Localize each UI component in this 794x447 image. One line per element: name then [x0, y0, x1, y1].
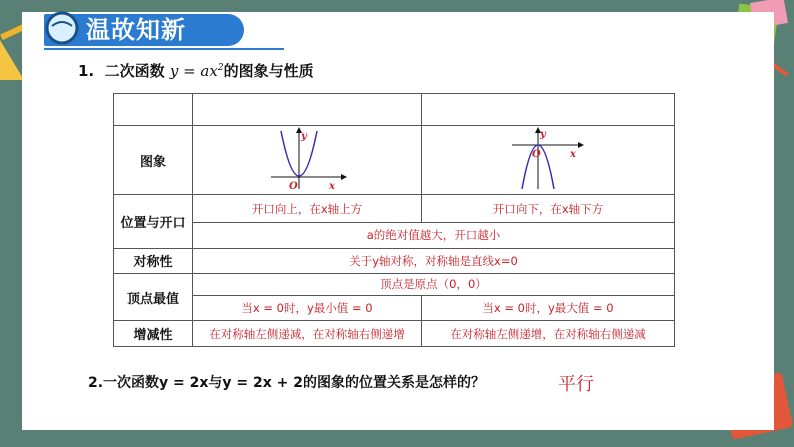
min-value-cell: 当x = 0时，y最小值 = 0: [193, 295, 422, 321]
header-cell: [422, 94, 675, 126]
vertex-cell: 顶点是原点（0，0）: [193, 274, 675, 296]
opening-cell: a的绝对值越大，开口越小: [193, 223, 675, 249]
table-row-symmetry: [114, 248, 675, 274]
header-cell: [114, 94, 193, 126]
graph-cell-down: [422, 125, 675, 195]
page-title: 温故知新: [86, 15, 186, 44]
axis-y-label: y: [540, 128, 546, 140]
heading-number: 1.: [78, 62, 95, 80]
section-heading-1: [78, 60, 314, 81]
table-row-position: [114, 195, 675, 223]
axis-x-label: x: [329, 180, 335, 191]
table-row-vertex: [114, 274, 675, 296]
axis-y-label: y: [301, 130, 307, 142]
origin-label: O: [289, 180, 298, 191]
properties-table: [113, 93, 675, 347]
table-row-opening: [114, 223, 675, 249]
axis-x-label: x: [570, 148, 576, 160]
monotonic-left-cell: 在对称轴左侧递减，在对称轴右侧递增: [193, 321, 422, 347]
table-row-extreme: [114, 295, 675, 321]
heading-prefix: 二次函数: [104, 62, 165, 80]
origin-label: O: [532, 148, 541, 160]
heading-exponent: 2: [217, 63, 224, 73]
table-header-row: [114, 94, 675, 126]
monotonic-right-cell: 在对称轴左侧递增，在对称轴右侧递减: [422, 321, 675, 347]
symmetry-cell: 关于y轴对称，对称轴是直线x=0: [193, 248, 675, 274]
row-label-symmetry: 对称性: [114, 248, 193, 274]
table-row-graph: [114, 125, 675, 195]
question-2: 2.一次函数y = 2x与y = 2x + 2的图象的位置关系是怎样的？: [88, 375, 486, 391]
answer-2: 平行: [558, 374, 594, 395]
heading-suffix: 的图象与性质: [223, 62, 314, 80]
magnifier-glasses-icon: [42, 10, 82, 46]
table-row-monotonic: [114, 321, 675, 347]
max-value-cell: 当x = 0时，y最大值 = 0: [422, 295, 675, 321]
parabola-down-graph: [508, 127, 588, 191]
position-right-cell: 开口向下，在x轴下方: [422, 195, 675, 223]
position-left-cell: 开口向上，在x轴上方: [193, 195, 422, 223]
parabola-up-graph: [267, 127, 347, 191]
graph-cell-up: [193, 125, 422, 195]
row-label-monotonic: 增减性: [114, 321, 193, 347]
row-label-position: 位置与开口: [114, 195, 193, 248]
title-underline: [44, 48, 284, 50]
triangle-ruler-decoration: [0, 40, 24, 80]
header-cell: [193, 94, 422, 126]
row-label-vertex: 顶点最值: [114, 274, 193, 321]
heading-formula: y = ax: [169, 62, 218, 80]
row-label-graph: 图象: [114, 125, 193, 195]
